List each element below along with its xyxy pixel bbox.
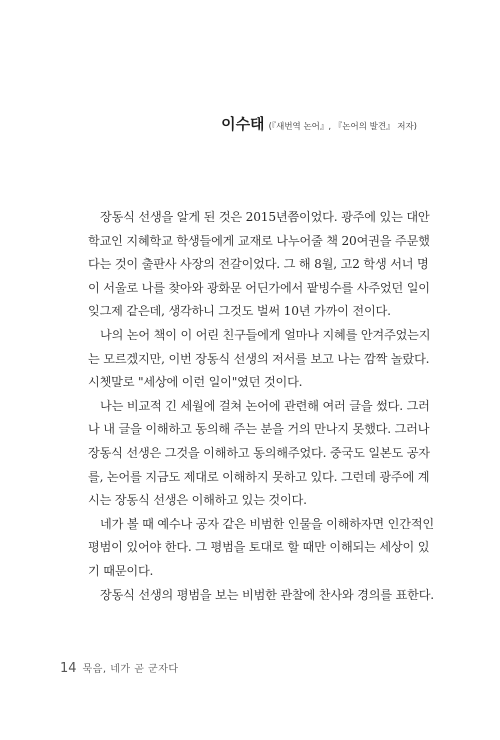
text-line: 시는 장동식 선생은 이해하고 있는 것이다. [88,493,307,508]
author-name: 이수태 [221,115,265,133]
text-line: 다는 것이 출판사 사장의 전갈이었다. 그 해 8월, 고2 학생 서너 명 [88,257,429,272]
text-line: 를, 논어를 지금도 제대로 이해하지 못하고 있다. 그런데 광주에 계 [88,469,430,484]
text-line: 장동식 선생의 평범을 보는 비범한 관찰에 찬사와 경의를 표한다. [100,587,434,602]
text-line: 장동식 선생을 알게 된 것은 2015년쯤이었다. 광주에 있는 대안 [100,210,430,224]
text-line: 시쳇말로 "세상에 이런 일이"였던 것이다. [88,375,303,390]
text-line: 나의 논어 책이 이 어린 친구들에게 얼마나 지혜를 안겨주었는지 [100,327,431,342]
text-line: 는 모르겠지만, 이번 장동식 선생의 저서를 보고 나는 깜짝 놀랐다. [88,351,430,366]
author-attribution [221,113,417,134]
page-footer [60,660,179,676]
paragraph [88,513,434,584]
author-credit: (『새번역 논어』, 『논어의 발견』 저자) [268,122,417,132]
paragraph [88,395,430,513]
text-line: 기 때문이다. [88,563,154,578]
paragraph [88,324,431,395]
paragraph [88,206,430,324]
text-line: 장동식 선생은 그것을 이해하고 동의해주었다. 중국도 일본도 공자 [88,445,430,460]
text-line: 네가 볼 때 예수나 공자 같은 비범한 인물을 이해하자면 인간적인 [100,516,434,531]
paragraph [88,584,434,608]
text-line: 나 내 글을 이해하고 동의해 주는 분을 거의 만나지 못했다. 그러나 [88,422,430,437]
body-text [88,206,434,607]
page-number: 14 [60,661,77,676]
running-title: 묵음, 네가 곧 군자다 [82,664,179,675]
text-line: 이 서울로 나를 찾아와 광화문 어딘가에서 팥빙수를 사주었던 일이 [88,280,430,295]
text-line: 나는 비교적 긴 세월에 걸쳐 논어에 관련해 여러 글을 썼다. 그러 [100,398,430,413]
text-line: 학교인 지혜학교 학생들에게 교재로 나누어줄 책 20여권을 주문했 [88,233,430,248]
text-line: 잊그제 같은데, 생각하니 그것도 벌써 10년 가까이 전이다. [88,304,391,319]
text-line: 평범이 있어야 한다. 그 평범을 토대로 할 때만 이해되는 세상이 있 [88,540,430,555]
